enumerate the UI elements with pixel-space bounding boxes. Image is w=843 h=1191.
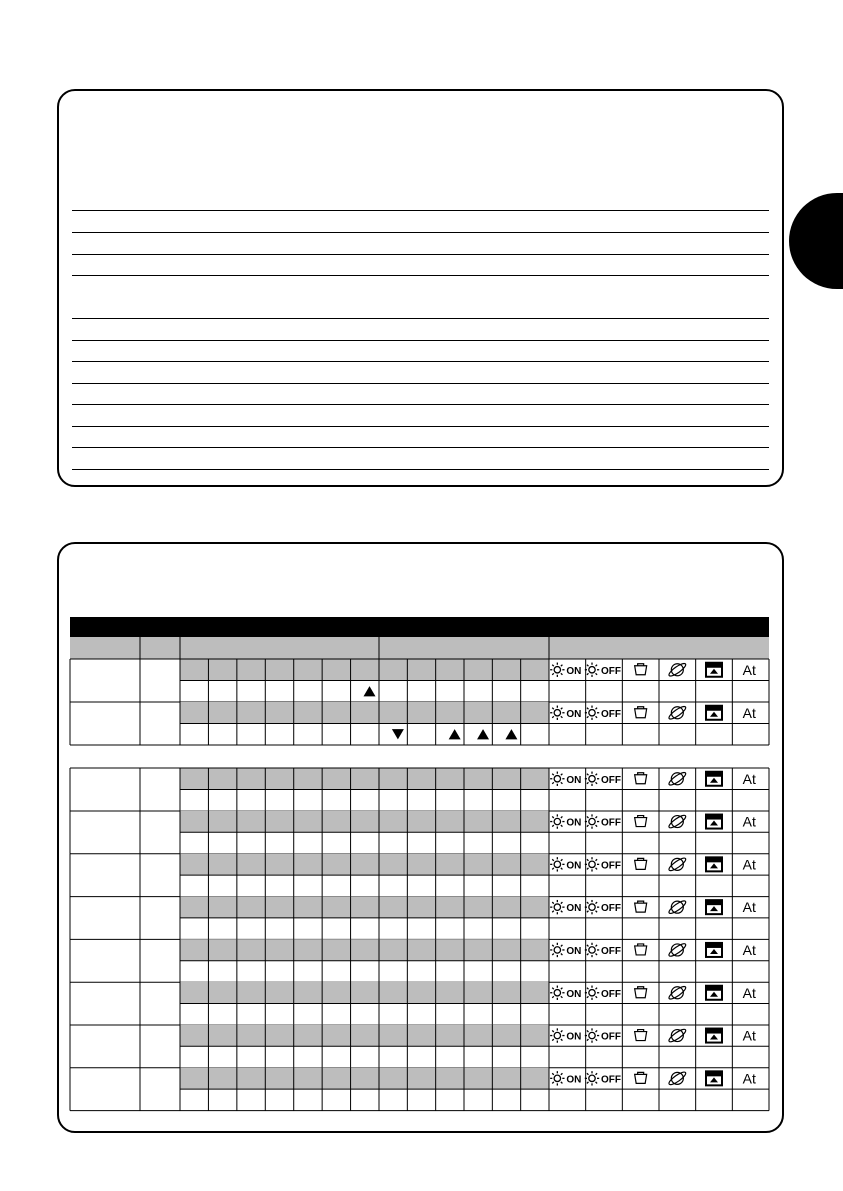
svg-text:OFF: OFF [601,708,621,720]
gray-row [180,1025,549,1047]
sun-off-icon [585,1071,621,1085]
pot-icon [635,1072,647,1083]
arrow-up-icon [477,729,489,739]
svg-text:ON: ON [566,665,582,677]
gray-row [180,768,549,790]
arrow-up-icon [364,686,376,696]
sun-off-icon [585,986,621,1000]
auto-mode-icon: At [742,941,756,958]
sun-on-icon [550,772,581,786]
gray-row [180,939,549,961]
pot-icon [635,664,647,675]
auto-mode-icon: At [742,899,756,916]
sun-on-icon [550,857,581,871]
svg-text:OFF: OFF [601,817,621,829]
sun-on-icon [550,1028,581,1042]
sun-on-icon [550,663,581,677]
pot-icon [635,944,647,955]
svg-text:OFF: OFF [601,665,621,677]
sun-on-icon [550,1071,581,1085]
svg-text:OFF: OFF [601,860,621,872]
auto-mode-icon: At [742,1027,756,1044]
gray-row [180,896,549,918]
svg-text:OFF: OFF [601,1074,621,1086]
svg-text:ON: ON [566,774,582,786]
pot-icon [635,1030,647,1041]
gray-row [180,659,549,681]
sun-on-icon [550,986,581,1000]
svg-text:ON: ON [566,860,582,872]
gray-row [180,982,549,1004]
pot-icon [635,987,647,998]
svg-text:OFF: OFF [601,903,621,915]
svg-text:ON: ON [566,945,582,957]
sun-off-icon [585,900,621,914]
sun-off-icon [585,706,621,720]
gray-row [180,854,549,876]
pot-icon [635,858,647,869]
sun-off-icon [585,857,621,871]
sun-off-icon [585,814,621,828]
auto-mode-icon: At [742,813,756,830]
auto-mode-icon: At [742,661,756,678]
table-subheader-bar [70,637,769,659]
arrow-up-icon [505,729,517,739]
svg-text:OFF: OFF [601,774,621,786]
gray-row [180,1068,549,1090]
arrow-down-icon [392,729,404,739]
pot-icon [635,773,647,784]
arrow-up-icon [449,729,461,739]
auto-mode-icon: At [742,704,756,721]
sun-off-icon [585,943,621,957]
svg-text:OFF: OFF [601,945,621,957]
sun-on-icon [550,706,581,720]
sun-on-icon [550,943,581,957]
svg-text:ON: ON [566,817,582,829]
svg-text:ON: ON [566,1031,582,1043]
svg-text:ON: ON [566,988,582,1000]
svg-text:ON: ON [566,1074,582,1086]
sun-on-icon [550,814,581,828]
table-header-bar [70,617,769,637]
gray-row [180,811,549,833]
auto-mode-icon: At [742,856,756,873]
sun-off-icon [585,772,621,786]
auto-mode-icon: At [742,770,756,787]
pot-icon [635,707,647,718]
sun-off-icon [585,1028,621,1042]
pot-icon [635,816,647,827]
auto-mode-icon: At [742,1070,756,1087]
svg-text:OFF: OFF [601,988,621,1000]
pot-icon [635,901,647,912]
sun-off-icon [585,663,621,677]
gray-row [180,702,549,724]
sun-on-icon [550,900,581,914]
svg-text:ON: ON [566,708,582,720]
svg-text:ON: ON [566,903,582,915]
auto-mode-icon: At [742,984,756,1001]
svg-text:OFF: OFF [601,1031,621,1043]
